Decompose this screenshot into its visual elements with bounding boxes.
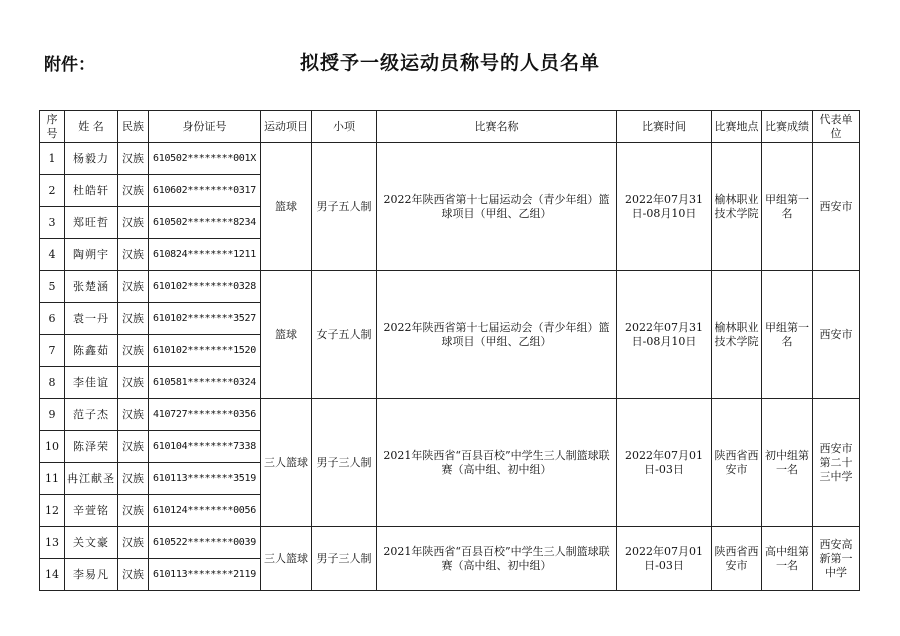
cell-no: 3 bbox=[40, 207, 65, 239]
cell-unit: 西安市 bbox=[813, 143, 860, 271]
table-row bbox=[40, 143, 860, 175]
cell-competition: 2022年陕西省第十七届运动会（青少年组）篮球项目（甲组、乙组） bbox=[377, 143, 617, 271]
cell-name: 陈鑫茹 bbox=[65, 335, 118, 367]
cell-name: 范子杰 bbox=[65, 399, 118, 431]
cell-no: 9 bbox=[40, 399, 65, 431]
cell-sport: 三人篮球 bbox=[261, 399, 312, 527]
table-row bbox=[40, 527, 860, 559]
cell-name: 杜皓轩 bbox=[65, 175, 118, 207]
cell-event: 男子三人制 bbox=[312, 399, 377, 527]
cell-ethnicity: 汉族 bbox=[118, 495, 149, 527]
col-header-ethnicity: 民族 bbox=[118, 111, 149, 143]
cell-time: 2022年07月01日-03日 bbox=[617, 527, 712, 591]
cell-time: 2022年07月01日-03日 bbox=[617, 399, 712, 527]
col-header-event: 小项 bbox=[312, 111, 377, 143]
cell-id: 610581********0324 bbox=[149, 367, 261, 399]
cell-event: 男子三人制 bbox=[312, 527, 377, 591]
cell-location: 榆林职业技术学院 bbox=[712, 143, 762, 271]
col-header-id: 身份证号 bbox=[149, 111, 261, 143]
table-body bbox=[40, 143, 860, 591]
col-header-no: 序号 bbox=[40, 111, 65, 143]
table-row bbox=[40, 271, 860, 303]
cell-ethnicity: 汉族 bbox=[118, 431, 149, 463]
cell-result: 初中组第一名 bbox=[762, 399, 813, 527]
cell-no: 10 bbox=[40, 431, 65, 463]
cell-time: 2022年07月31日-08月10日 bbox=[617, 143, 712, 271]
cell-event: 女子五人制 bbox=[312, 271, 377, 399]
cell-name: 郑旺哲 bbox=[65, 207, 118, 239]
cell-result: 高中组第一名 bbox=[762, 527, 813, 591]
cell-name: 关文豪 bbox=[65, 527, 118, 559]
cell-no: 4 bbox=[40, 239, 65, 271]
cell-no: 5 bbox=[40, 271, 65, 303]
cell-ethnicity: 汉族 bbox=[118, 143, 149, 175]
cell-location: 陕西省西安市 bbox=[712, 527, 762, 591]
cell-sport: 篮球 bbox=[261, 143, 312, 271]
cell-name: 杨毅力 bbox=[65, 143, 118, 175]
attachment-label: 附件： bbox=[44, 55, 95, 75]
cell-name: 张楚涵 bbox=[65, 271, 118, 303]
cell-location: 陕西省西安市 bbox=[712, 399, 762, 527]
cell-name: 陶朔宇 bbox=[65, 239, 118, 271]
cell-name: 李佳谊 bbox=[65, 367, 118, 399]
col-header-location: 比赛地点 bbox=[712, 111, 762, 143]
col-header-unit: 代表单位 bbox=[813, 111, 860, 143]
page-title: 拟授予一级运动员称号的人员名单 bbox=[299, 52, 600, 74]
cell-id: 610502********001X bbox=[149, 143, 261, 175]
cell-event: 男子五人制 bbox=[312, 143, 377, 271]
cell-unit: 西安市第二十三中学 bbox=[813, 399, 860, 527]
cell-location: 榆林职业技术学院 bbox=[712, 271, 762, 399]
cell-name: 辛萱铭 bbox=[65, 495, 118, 527]
cell-id: 610502********8234 bbox=[149, 207, 261, 239]
cell-no: 7 bbox=[40, 335, 65, 367]
cell-id: 610113********2119 bbox=[149, 559, 261, 591]
cell-id: 610124********0056 bbox=[149, 495, 261, 527]
cell-ethnicity: 汉族 bbox=[118, 175, 149, 207]
cell-ethnicity: 汉族 bbox=[118, 367, 149, 399]
cell-ethnicity: 汉族 bbox=[118, 463, 149, 495]
cell-competition: 2022年陕西省第十七届运动会（青少年组）篮球项目（甲组、乙组） bbox=[377, 271, 617, 399]
col-header-time: 比赛时间 bbox=[617, 111, 712, 143]
cell-id: 410727********0356 bbox=[149, 399, 261, 431]
cell-id: 610824********1211 bbox=[149, 239, 261, 271]
cell-no: 12 bbox=[40, 495, 65, 527]
cell-no: 2 bbox=[40, 175, 65, 207]
cell-id: 610113********3519 bbox=[149, 463, 261, 495]
cell-no: 6 bbox=[40, 303, 65, 335]
cell-id: 610102********0328 bbox=[149, 271, 261, 303]
cell-no: 13 bbox=[40, 527, 65, 559]
cell-id: 610602********0317 bbox=[149, 175, 261, 207]
table-row bbox=[40, 399, 860, 431]
cell-name: 陈泽荣 bbox=[65, 431, 118, 463]
cell-result: 甲组第一名 bbox=[762, 271, 813, 399]
cell-name: 冉江献圣 bbox=[65, 463, 118, 495]
cell-sport: 三人篮球 bbox=[261, 527, 312, 591]
col-header-competition: 比赛名称 bbox=[377, 111, 617, 143]
col-header-name: 姓 名 bbox=[65, 111, 118, 143]
cell-competition: 2021年陕西省“百县百校”中学生三人制篮球联赛（高中组、初中组） bbox=[377, 399, 617, 527]
cell-unit: 西安市 bbox=[813, 271, 860, 399]
cell-competition: 2021年陕西省“百县百校”中学生三人制篮球联赛（高中组、初中组） bbox=[377, 527, 617, 591]
athlete-table bbox=[39, 110, 860, 591]
cell-ethnicity: 汉族 bbox=[118, 303, 149, 335]
cell-name: 袁一丹 bbox=[65, 303, 118, 335]
table-header-row bbox=[40, 111, 860, 143]
cell-ethnicity: 汉族 bbox=[118, 207, 149, 239]
cell-ethnicity: 汉族 bbox=[118, 559, 149, 591]
cell-ethnicity: 汉族 bbox=[118, 527, 149, 559]
col-header-sport: 运动项目 bbox=[261, 111, 312, 143]
cell-ethnicity: 汉族 bbox=[118, 335, 149, 367]
cell-unit: 西安高新第一中学 bbox=[813, 527, 860, 591]
cell-id: 610102********3527 bbox=[149, 303, 261, 335]
cell-ethnicity: 汉族 bbox=[118, 399, 149, 431]
cell-no: 11 bbox=[40, 463, 65, 495]
cell-time: 2022年07月31日-08月10日 bbox=[617, 271, 712, 399]
cell-result: 甲组第一名 bbox=[762, 143, 813, 271]
col-header-result: 比赛成绩 bbox=[762, 111, 813, 143]
cell-ethnicity: 汉族 bbox=[118, 271, 149, 303]
cell-no: 1 bbox=[40, 143, 65, 175]
cell-name: 李易凡 bbox=[65, 559, 118, 591]
cell-ethnicity: 汉族 bbox=[118, 239, 149, 271]
cell-id: 610104********7338 bbox=[149, 431, 261, 463]
cell-id: 610102********1520 bbox=[149, 335, 261, 367]
cell-sport: 篮球 bbox=[261, 271, 312, 399]
cell-id: 610522********0039 bbox=[149, 527, 261, 559]
cell-no: 8 bbox=[40, 367, 65, 399]
cell-no: 14 bbox=[40, 559, 65, 591]
